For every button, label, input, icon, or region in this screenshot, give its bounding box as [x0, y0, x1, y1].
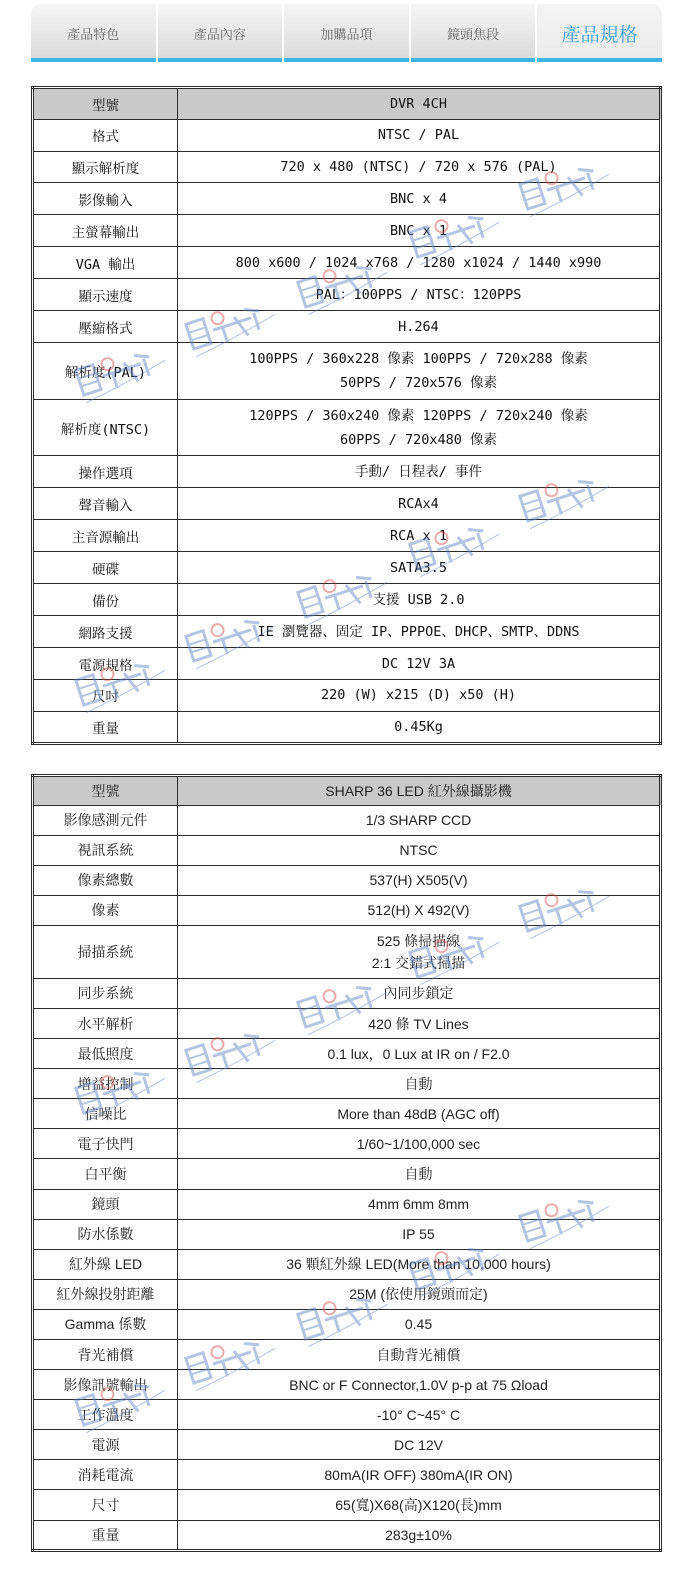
table-row — [33, 925, 661, 978]
spec-label: 背光補償 — [33, 1339, 178, 1369]
spec-value — [178, 1400, 661, 1430]
spec-label: Gamma 係數 — [33, 1309, 178, 1339]
spec-value-line: 220 (W) x215 (D) x50 (H) — [320, 687, 517, 704]
tab-features[interactable] — [31, 4, 158, 62]
spec-value — [178, 520, 661, 552]
spec-value-line: -10° C~45° C — [376, 1406, 461, 1423]
table-row — [33, 648, 661, 680]
table-row — [33, 279, 661, 311]
spec-value — [178, 895, 661, 925]
spec-value-line: 420 條 TV Lines — [368, 1015, 469, 1032]
spec-value — [178, 1370, 661, 1400]
spec-label: 主螢幕輸出 — [33, 215, 178, 247]
spec-value-line: 4mm 6mm 8mm — [367, 1196, 470, 1213]
spec-label: 尺吋 — [33, 679, 178, 711]
header-value: SHARP 36 LED 紅外線攝影機 — [178, 776, 661, 806]
spec-value — [178, 1129, 661, 1159]
spec-value — [178, 1430, 661, 1460]
table-row — [33, 399, 661, 456]
spec-value — [178, 865, 661, 895]
table-row — [33, 488, 661, 520]
spec-value-line: DC 12V 3A — [381, 655, 456, 672]
spec-value-line: 2:1 交錯式掃描 — [371, 954, 466, 971]
spec-label: 備份 — [33, 584, 178, 616]
table-row — [33, 1400, 661, 1430]
table-row — [33, 1129, 661, 1159]
table-row — [33, 865, 661, 895]
spec-value — [178, 151, 661, 183]
tab-label: 加購品項 — [320, 27, 373, 43]
spec-value — [178, 552, 661, 584]
spec-value — [178, 119, 661, 151]
table-row — [33, 835, 661, 865]
spec-value — [178, 925, 661, 978]
spec-value-line: 537(H) X505(V) — [369, 872, 468, 889]
tab-underline — [284, 58, 409, 62]
table-row — [33, 215, 661, 247]
spec-value — [178, 1249, 661, 1279]
spec-value-line: 25M (依使用鏡頭而定) — [349, 1286, 488, 1303]
spec-label: 最低照度 — [33, 1039, 178, 1069]
spec-label: 重量 — [33, 1520, 178, 1550]
spec-label: 鏡頭 — [33, 1189, 178, 1219]
spec-value — [178, 616, 661, 648]
spec-value-line: BNC x 1 — [390, 222, 447, 239]
spec-value-line: 36 顆紅外線 LED(More than 10,000 hours) — [286, 1256, 551, 1273]
table-row — [33, 119, 661, 151]
spec-value — [178, 399, 661, 456]
tab-specifications[interactable] — [537, 4, 662, 62]
spec-value — [178, 1039, 661, 1069]
tab-label: 產品內容 — [193, 27, 246, 43]
table-row — [33, 1490, 661, 1520]
spec-value-line: H.264 — [398, 318, 439, 335]
table-row — [33, 895, 661, 925]
table-row — [33, 1099, 661, 1129]
dvr-spec-body — [33, 119, 661, 743]
spec-value — [178, 311, 661, 343]
spec-value — [178, 1008, 661, 1038]
tab-lens-focal[interactable] — [411, 4, 538, 62]
spec-value — [178, 183, 661, 215]
spec-value — [178, 978, 661, 1008]
spec-label: 電源 — [33, 1430, 178, 1460]
table-row — [33, 679, 661, 711]
table-row — [33, 616, 661, 648]
spec-label: 格式 — [33, 119, 178, 151]
spec-label: 重量 — [33, 711, 178, 743]
spec-value — [178, 1189, 661, 1219]
table-row — [33, 711, 661, 743]
header-label: 型號 — [33, 88, 178, 120]
spec-value-line: 120PPS / 360x240 像素 120PPS / 720x240 像素 — [249, 407, 588, 424]
spec-value-line: DC 12V — [393, 1436, 444, 1453]
table-row — [33, 1219, 661, 1249]
table-row — [33, 183, 661, 215]
table-row — [33, 247, 661, 279]
spec-value — [178, 1219, 661, 1249]
table-row — [33, 311, 661, 343]
spec-value — [178, 343, 661, 400]
spec-label: 白平衡 — [33, 1159, 178, 1189]
spec-label: 信噪比 — [33, 1099, 178, 1129]
tab-bar — [31, 4, 662, 62]
table-row — [33, 584, 661, 616]
spec-value — [178, 1460, 661, 1490]
spec-value-line: 0.45Kg — [394, 718, 443, 735]
spec-label: 主音源輸出 — [33, 520, 178, 552]
spec-label: 聲音輸入 — [33, 488, 178, 520]
spec-label: 影像輸入 — [33, 183, 178, 215]
table-row — [33, 1159, 661, 1189]
spec-value-line: 手動/ 日程表/ 事件 — [354, 463, 482, 480]
spec-label: 解析度(PAL) — [33, 343, 178, 400]
header-label: 型號 — [33, 776, 178, 806]
tab-contents[interactable] — [158, 4, 285, 62]
spec-value-line: 800 x600 / 1024 x768 / 1280 x1024 / 1440 x990 — [235, 254, 602, 271]
spec-value — [178, 488, 661, 520]
spec-value-line: 1/3 SHARP CCD — [365, 812, 472, 829]
spec-value-line: IP 55 — [402, 1226, 435, 1243]
spec-value-line: 525 條掃描線 — [376, 932, 461, 949]
table-row — [33, 1249, 661, 1279]
camera-spec-body — [33, 805, 661, 1550]
table-header-row — [33, 776, 661, 806]
spec-value — [178, 679, 661, 711]
spec-label: VGA 輸出 — [33, 247, 178, 279]
spec-value — [178, 456, 661, 488]
tab-label: 產品規格 — [561, 23, 638, 46]
spec-value-line: 512(H) X 492(V) — [367, 902, 470, 919]
table-row — [33, 1520, 661, 1550]
spec-value-line: RCA x 1 — [390, 527, 447, 544]
table-header-row — [33, 88, 661, 120]
spec-value-line: 100PPS / 360x228 像素 100PPS / 720x288 像素 — [249, 350, 588, 367]
table-row — [33, 1279, 661, 1309]
spec-value-line: 1/60~1/100,000 sec — [356, 1135, 481, 1152]
header-value: DVR 4CH — [178, 88, 661, 120]
spec-value — [178, 584, 661, 616]
table-row — [33, 1008, 661, 1038]
spec-value-line: 支援 USB 2.0 — [372, 591, 465, 608]
spec-label: 解析度(NTSC) — [33, 399, 178, 456]
spec-value-line: 720 x 480 (NTSC) / 720 x 576 (PAL) — [280, 159, 557, 175]
spec-value — [178, 835, 661, 865]
table-row — [33, 978, 661, 1008]
spec-value-line: 內同步鎖定 — [383, 985, 454, 1002]
table-row — [33, 151, 661, 183]
spec-value — [178, 1159, 661, 1189]
table-row — [33, 1370, 661, 1400]
spec-value-line: IE 瀏覽器、固定 IP、PPPOE、DHCP、SMTP、DDNS — [257, 623, 580, 640]
table-row — [33, 520, 661, 552]
spec-label: 影像訊號輸出 — [33, 1370, 178, 1400]
spec-value — [178, 711, 661, 743]
table-row — [33, 1339, 661, 1369]
spec-value — [178, 1069, 661, 1099]
spec-value-line: PAL：100PPS / NTSC：120PPS — [315, 286, 522, 303]
spec-value — [178, 1309, 661, 1339]
spec-label: 網路支援 — [33, 616, 178, 648]
spec-label: 水平解析 — [33, 1008, 178, 1038]
spec-label: 壓縮格式 — [33, 311, 178, 343]
spec-value — [178, 1339, 661, 1369]
table-row — [33, 1460, 661, 1490]
table-row — [33, 805, 661, 835]
spec-label: 電子快門 — [33, 1129, 178, 1159]
table-row — [33, 1039, 661, 1069]
spec-label: 操作選項 — [33, 456, 178, 488]
tab-underline — [158, 58, 283, 62]
spec-label: 防水係數 — [33, 1219, 178, 1249]
spec-value-line: RCAx4 — [398, 495, 439, 512]
spec-value-line: 283g±10% — [385, 1526, 452, 1543]
spec-value-line: BNC x 4 — [390, 190, 447, 207]
spec-value-line: NTSC — [399, 842, 438, 859]
spec-value-line: 自動 — [404, 1075, 433, 1092]
spec-value-line: 0.1 lux，0 Lux at IR on / F2.0 — [327, 1045, 510, 1062]
spec-label: 同步系統 — [33, 978, 178, 1008]
spec-label: 硬碟 — [33, 552, 178, 584]
spec-value-line: SATA3.5 — [390, 559, 447, 576]
table-row — [33, 552, 661, 584]
spec-value-line: 自動背光補償 — [376, 1346, 461, 1363]
spec-value-line: More than 48dB (AGC off) — [337, 1105, 500, 1122]
tab-label: 鏡頭焦段 — [447, 27, 500, 43]
spec-label: 紅外線 LED — [33, 1249, 178, 1279]
spec-label: 紅外線投射距離 — [33, 1279, 178, 1309]
table-row — [33, 1069, 661, 1099]
spec-value-line: 50PPS / 720x576 像素 — [339, 374, 498, 391]
spec-label: 顯示解析度 — [33, 151, 178, 183]
spec-value-line: 80mA(IR OFF) 380mA(IR ON) — [324, 1466, 513, 1483]
spec-value — [178, 215, 661, 247]
spec-value — [178, 1520, 661, 1550]
spec-label: 影像感測元件 — [33, 805, 178, 835]
spec-label: 顯示速度 — [33, 279, 178, 311]
spec-value — [178, 279, 661, 311]
spec-value-line: 65(寬)X68(高)X120(長)mm — [335, 1497, 502, 1513]
table-row — [33, 343, 661, 400]
spec-value-line: 0.45 — [404, 1316, 433, 1333]
tab-underline — [411, 58, 536, 62]
table-row — [33, 456, 661, 488]
spec-label: 消耗電流 — [33, 1460, 178, 1490]
tab-underline — [31, 58, 156, 62]
table-row — [33, 1430, 661, 1460]
dvr-spec-table — [31, 86, 662, 745]
spec-label: 電源規格 — [33, 648, 178, 680]
spec-label: 掃描系統 — [33, 925, 178, 978]
spec-value — [178, 1279, 661, 1309]
spec-label: 增益控制 — [33, 1069, 178, 1099]
table-row — [33, 1309, 661, 1339]
spec-value — [178, 1099, 661, 1129]
spec-label: 像素 — [33, 895, 178, 925]
spec-value-line: BNC or F Connector,1.0V p-p at 75 Ωload — [289, 1376, 548, 1393]
spec-value-line: 60PPS / 720x480 像素 — [339, 431, 498, 448]
tab-label: 產品特色 — [67, 27, 120, 43]
camera-spec-table — [31, 774, 662, 1552]
spec-label: 像素總數 — [33, 865, 178, 895]
spec-label: 工作溫度 — [33, 1400, 178, 1430]
spec-value — [178, 1490, 661, 1520]
tab-addons[interactable] — [284, 4, 411, 62]
spec-value — [178, 805, 661, 835]
table-row — [33, 1189, 661, 1219]
spec-value-line: NTSC / PAL — [377, 127, 460, 144]
spec-value — [178, 648, 661, 680]
spec-value-line: 自動 — [404, 1165, 433, 1182]
tab-underline — [537, 58, 662, 62]
spec-label: 視訊系統 — [33, 835, 178, 865]
spec-label: 尺寸 — [33, 1490, 178, 1520]
spec-value — [178, 247, 661, 279]
